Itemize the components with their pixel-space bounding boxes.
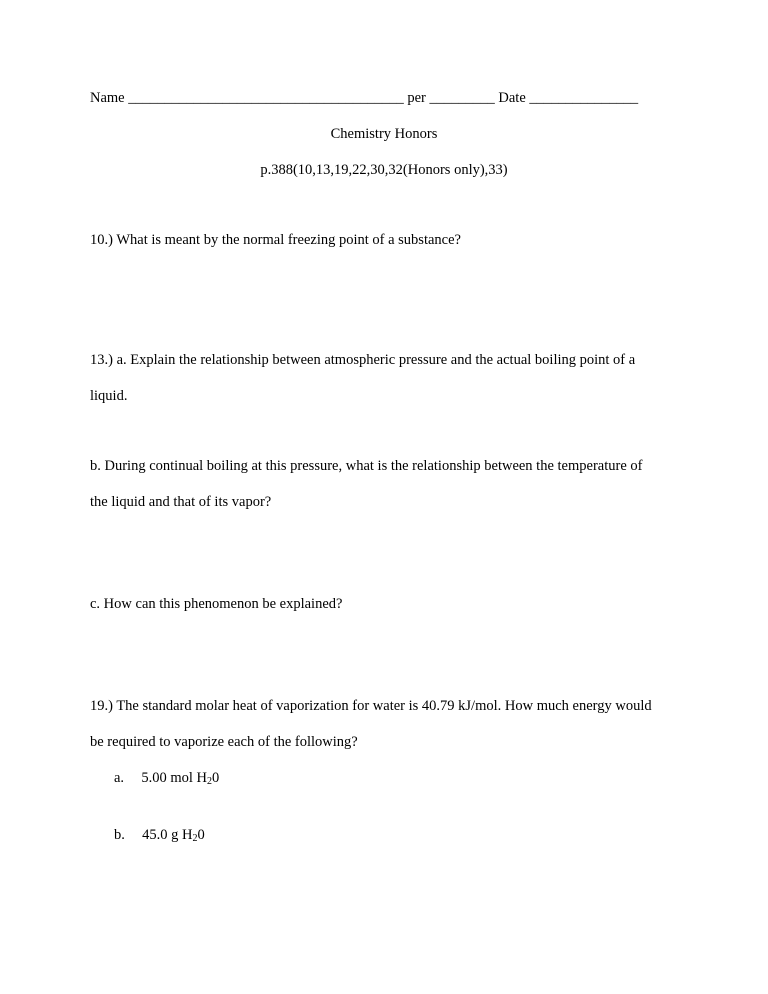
assignment-reference: p.388(10,13,19,22,30,32(Honors only),33) (260, 162, 508, 178)
question-19-line-1: 19.) The standard molar heat of vaporization for water is 40.79 kJ/mol. How much energy would (90, 698, 652, 714)
name-per-date-line: Name ______________________________________ per _________ Date _______________ (90, 90, 639, 106)
question-13b-line-1: b. During continual boiling at this pressure, what is the relationship between the temperature of (90, 458, 643, 474)
question-13b-line-2: the liquid and that of its vapor? (90, 494, 272, 510)
question-13a-line-2: liquid. (90, 388, 128, 404)
question-13a-line-1: 13.) a. Explain the relationship between atmospheric pressure and the actual boiling point of a (90, 352, 636, 368)
question-19a-text: 5.00 mol H (141, 770, 207, 786)
question-10: 10.) What is meant by the normal freezing point of a substance? (90, 232, 461, 248)
subscript-2: 2 (206, 776, 212, 787)
question-19-line-2: be required to vaporize each of the following? (90, 734, 358, 750)
question-13c: c. How can this phenomenon be explained? (90, 596, 343, 612)
question-19a (114, 770, 219, 787)
list-marker-a: a. (114, 770, 125, 786)
question-19b-text: 45.0 g H (142, 827, 193, 843)
course-title: Chemistry Honors (330, 126, 438, 142)
subscript-2: 2 (192, 833, 198, 844)
list-marker-b: b. (114, 827, 125, 843)
question-19b (114, 827, 205, 844)
question-19a-tail: 0 (211, 770, 220, 786)
question-19b-tail: 0 (197, 827, 205, 843)
